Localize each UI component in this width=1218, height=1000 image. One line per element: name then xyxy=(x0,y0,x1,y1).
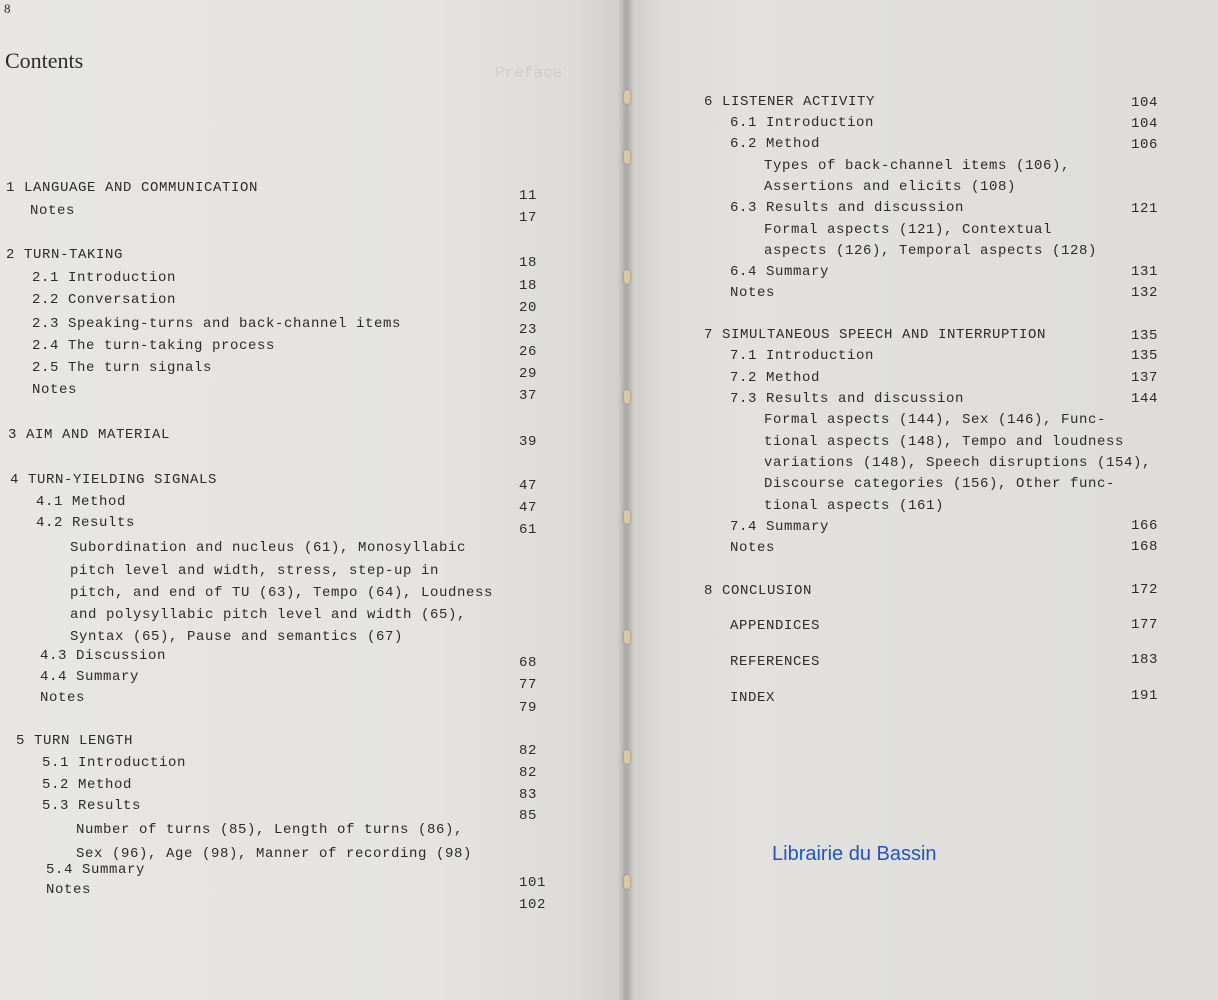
toc-page-number: 29 xyxy=(519,366,538,382)
toc-page-number: 85 xyxy=(519,808,538,824)
toc-entry-text: pitch level and width, stress, step-up in xyxy=(70,563,440,579)
toc-entry-text: 6.1 Introduction xyxy=(730,115,875,131)
toc-entry-text: 6 LISTENER ACTIVITY xyxy=(704,94,876,110)
toc-page-number: 83 xyxy=(519,787,538,803)
binding-stitch xyxy=(624,270,630,284)
toc-entry-text: 4 TURN-YIELDING SIGNALS xyxy=(10,472,218,488)
toc-entry-text: and polysyllabic pitch level and width (65), xyxy=(70,607,467,623)
toc-entry-text: 1 LANGUAGE AND COMMUNICATION xyxy=(6,180,259,196)
toc-entry-text: 7.2 Method xyxy=(730,370,821,386)
toc-entry-text: Notes xyxy=(46,882,92,898)
toc-entry-text: Syntax (65), Pause and semantics (67) xyxy=(70,629,404,645)
toc-entry-text: Types of back-channel items (106), xyxy=(764,158,1071,174)
toc-page-number: 132 xyxy=(1131,285,1159,301)
binding-stitch xyxy=(624,750,630,764)
toc-page-number: 102 xyxy=(519,897,547,913)
toc-entry-text: 5.2 Method xyxy=(42,777,133,793)
binding-stitch xyxy=(624,510,630,524)
page-number: 8 xyxy=(4,1,12,16)
toc-entry-text: 4.3 Discussion xyxy=(40,648,167,664)
toc-page-number: 11 xyxy=(519,188,538,204)
binding-stitch xyxy=(624,630,630,644)
toc-entry-text: 2.3 Speaking-turns and back-channel items xyxy=(32,316,402,332)
toc-entry-text: REFERENCES xyxy=(730,654,821,670)
toc-entry-text: 7.4 Summary xyxy=(730,519,830,535)
toc-entry-text: 7.3 Results and discussion xyxy=(730,391,965,407)
toc-page-number: 37 xyxy=(519,388,538,404)
toc-entry-text: 3 AIM AND MATERIAL xyxy=(8,427,171,443)
toc-entry-text: 7 SIMULTANEOUS SPEECH AND INTERRUPTION xyxy=(704,327,1047,343)
toc-entry-text: 2.2 Conversation xyxy=(32,292,177,308)
toc-entry-text: 6.4 Summary xyxy=(730,264,830,280)
toc-entry-text: Formal aspects (121), Contextual xyxy=(764,222,1053,238)
toc-page-number: 168 xyxy=(1131,539,1159,555)
toc-page-number: 177 xyxy=(1131,617,1159,633)
toc-entry-text: Notes xyxy=(730,285,776,301)
toc-entry-text: 5.4 Summary xyxy=(46,862,146,878)
toc-page-number: 68 xyxy=(519,655,538,671)
toc-entry-text: 6.2 Method xyxy=(730,136,821,152)
toc-entry-text: 2.1 Introduction xyxy=(32,270,177,286)
binding-stitch xyxy=(624,390,630,404)
toc-entry-text: 6.3 Results and discussion xyxy=(730,200,965,216)
toc-entry-text: 5 TURN LENGTH xyxy=(16,733,134,749)
toc-page-number: 26 xyxy=(519,344,538,360)
toc-entry-text: Discourse categories (156), Other func- xyxy=(764,476,1116,492)
toc-entry-text: Notes xyxy=(30,203,76,219)
toc-page-number: 101 xyxy=(519,875,547,891)
toc-page-number: 166 xyxy=(1131,518,1159,534)
toc-page-number: 137 xyxy=(1131,370,1159,386)
toc-entry-text: Notes xyxy=(730,540,776,556)
page-title: Contents xyxy=(5,48,84,73)
toc-entry-text: Sex (96), Age (98), Manner of recording (98) xyxy=(76,846,473,862)
toc-page-number: 121 xyxy=(1131,201,1159,217)
binding-stitch xyxy=(624,150,630,164)
toc-entry-text: Notes xyxy=(32,382,78,398)
bleed-through-text: Preface xyxy=(495,64,563,82)
toc-entry-text: Number of turns (85), Length of turns (86), xyxy=(76,822,464,838)
toc-page-number: 131 xyxy=(1131,264,1159,280)
toc-page-number: 20 xyxy=(519,300,538,316)
toc-page-number: 39 xyxy=(519,434,538,450)
toc-entry-text: 5.3 Results xyxy=(42,798,142,814)
toc-entry-text: Notes xyxy=(40,690,86,706)
toc-page-number: 135 xyxy=(1131,328,1159,344)
toc-entry-text: APPENDICES xyxy=(730,618,821,634)
binding-stitch xyxy=(624,875,630,889)
toc-entry-text: tional aspects (161) xyxy=(764,498,945,514)
toc-entry-text: INDEX xyxy=(730,690,776,706)
toc-page-number: 104 xyxy=(1131,95,1159,111)
toc-entry-text: pitch, and end of TU (63), Tempo (64), Loudness xyxy=(70,585,494,601)
toc-entry-text: variations (148), Speech disruptions (154), xyxy=(764,455,1152,471)
toc-page-number: 61 xyxy=(519,522,538,538)
toc-entry-text: 4.2 Results xyxy=(36,515,136,531)
toc-entry-text: 2 TURN-TAKING xyxy=(6,247,124,263)
toc-page-number: 82 xyxy=(519,765,538,781)
toc-entry-text: tional aspects (148), Tempo and loudness xyxy=(764,434,1125,450)
toc-page-number: 172 xyxy=(1131,582,1159,598)
toc-entry-text: 4.4 Summary xyxy=(40,669,140,685)
toc-page-number: 18 xyxy=(519,278,538,294)
toc-entry-text: 5.1 Introduction xyxy=(42,755,187,771)
toc-page-number: 183 xyxy=(1131,652,1159,668)
toc-page-number: 18 xyxy=(519,255,538,271)
toc-page-number: 77 xyxy=(519,677,538,693)
toc-page-number: 17 xyxy=(519,210,538,226)
toc-entry-text: aspects (126), Temporal aspects (128) xyxy=(764,243,1098,259)
toc-entry-text: 2.4 The turn-taking process xyxy=(32,338,276,354)
toc-entry-text: 2.5 The turn signals xyxy=(32,360,213,376)
watermark: Librairie du Bassin xyxy=(772,843,937,865)
toc-page-number: 47 xyxy=(519,500,538,516)
toc-entry-text: 7.1 Introduction xyxy=(730,348,875,364)
toc-page-number: 82 xyxy=(519,743,538,759)
toc-entry-text: Subordination and nucleus (61), Monosyllabic xyxy=(70,540,467,556)
toc-page-number: 106 xyxy=(1131,137,1159,153)
toc-page-number: 191 xyxy=(1131,688,1159,704)
toc-page-number: 144 xyxy=(1131,391,1159,407)
toc-page-number: 79 xyxy=(519,700,538,716)
toc-entry-text: Assertions and elicits (108) xyxy=(764,179,1017,195)
toc-page-number: 135 xyxy=(1131,348,1159,364)
toc-page-number: 47 xyxy=(519,478,538,494)
toc-page-number: 23 xyxy=(519,322,538,338)
toc-page-number: 104 xyxy=(1131,116,1159,132)
toc-entry-text: 8 CONCLUSION xyxy=(704,583,813,599)
binding-stitch xyxy=(624,90,630,104)
toc-entry-text: Formal aspects (144), Sex (146), Func- xyxy=(764,412,1107,428)
toc-entry-text: 4.1 Method xyxy=(36,494,127,510)
